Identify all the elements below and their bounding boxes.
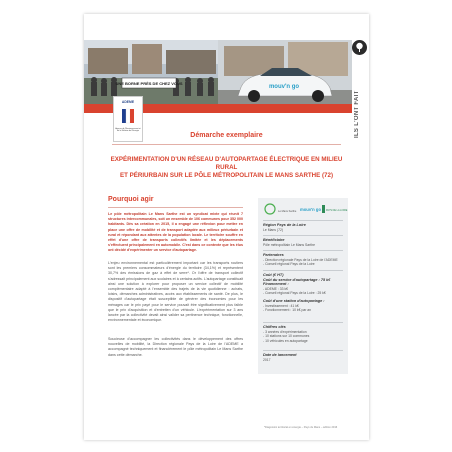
- financement-item: - ADEME : 33 k€: [263, 286, 289, 291]
- info-sidebar: [258, 198, 348, 374]
- date-value: 2017: [263, 357, 271, 362]
- sidebar-divider: [263, 322, 343, 323]
- region-block: [263, 223, 343, 232]
- document-title-line-1: EXPÉRIMENTATION D'UN RÉSEAU D'AUTOPARTAGE ÉLECTRIQUE EN MILIEU RURAL: [110, 156, 343, 171]
- sidebar-divider: [263, 250, 343, 251]
- ademe-logo-label: ADEME: [121, 100, 135, 104]
- pourquoi-heading: Pourquoi agir: [108, 196, 154, 203]
- partenaires-heading: Partenaires: [263, 253, 284, 257]
- header-photo-collage: [84, 40, 352, 104]
- financement-heading: Financement :: [263, 282, 289, 287]
- tab-label: ILS L'ONT FAIT: [354, 90, 360, 138]
- chiffre-item: - 10 stations sur 10 communes: [263, 334, 310, 339]
- sidebar-divider: [263, 220, 343, 221]
- chiffre-item: - 3 années d'expérimentation: [263, 329, 307, 334]
- sidebar-divider: [263, 350, 343, 351]
- cout-heading: Coût (€ HT): [263, 273, 284, 277]
- document-page: [84, 14, 369, 440]
- station-cost-item: - Fonctionnement : 10 k€ par an: [263, 308, 312, 313]
- ademe-logo-subtitle: Agence de l'Environnement et de la Maîtrise de l'Energie: [115, 128, 141, 133]
- logo-mouvngo: mouv'n go: [300, 207, 322, 212]
- protest-sign-text: UNE BORNE PRÈS DE CHEZ VOUS: [115, 81, 183, 86]
- partner-item: - Direction régionale Pays de la Loire de l'ADEME: [263, 257, 338, 262]
- partenaires-block: [263, 253, 343, 267]
- paragraph-intro-text: Le pôle métropolitain Le Mans Sarthe est un syndicat mixte qui réunit 7 structures intercommunales, soit un ensemble de 106 communes pour 352 000 habitants. Dès sa création en 2015, il a engagé une réflexion pour mettre en place une offre de mobilité et de transport adaptée aux milieux périurbain et rural et répondant aux attentes de la population locale. Le territoire souffre en effet d'une offre de transports collectifs limitée et les déplacements s'effectuent principalement en automobile. C'est dans ce contexte que les élus ont décidé d'expérimenter un service d'autopartage.: [108, 212, 243, 253]
- car-brand-text: mouv'n go: [268, 84, 300, 90]
- tree-icon: [352, 40, 367, 55]
- section-label: Démarche exemplaire: [190, 132, 263, 139]
- chiffres-block: [263, 325, 343, 343]
- divider: [112, 144, 341, 145]
- beneficiaire-value: Pôle métropolitain Le Mans Sarthe: [263, 242, 316, 247]
- heading-underline: [108, 207, 243, 208]
- beneficiaire-heading: Bénéficiaire: [263, 238, 285, 242]
- date-block: [263, 353, 343, 362]
- date-heading: Date de lancement: [263, 353, 297, 357]
- sidebar-divider: [263, 235, 343, 236]
- header-photos: [84, 40, 352, 104]
- partner-logos: [262, 202, 348, 216]
- chiffre-item: - 10 véhicules en autopartage: [263, 338, 308, 343]
- beneficiaire-block: [263, 238, 343, 247]
- document-title: [106, 156, 347, 180]
- cout-block: [263, 273, 343, 313]
- paragraph-ademe: Soucieuse d'accompagner les collectivités dans le développement des offres nouvelles de mobilité, la Direction régionale Pays de la Loire de l'ADEME a accompagné techniquement et financièrement le pôle métropolitain Le Mans Sarthe dans cette démarche.: [108, 337, 243, 357]
- station-cost-item: - Investissement : 41 k€: [263, 303, 299, 308]
- region-heading: Région Pays de la Loire: [263, 223, 306, 227]
- chiffres-heading: Chiffres clés: [263, 325, 286, 329]
- partner-item: - Conseil régional Pays de la Loire: [263, 262, 315, 267]
- logo-le-mans: Le Mans Sarthe: [278, 210, 297, 213]
- paragraph-enjeu: L'enjeu environnemental est particulièrement important car les transports routiers sont les premiers consommateurs d'énergie du territoire (34,1%) et représentent 30,7% des émissions de gaz à effet de serre*. Or l'offre de transport collectif s'adressait principalement aux scolaires et à certains actifs. L'autopartage constituait ainsi une solution à explorer pour proposer un service collectif de mobilité complémentaire adapté à l'ensemble des trajets de la vie quotidienne : achats, loisirs, démarches administratives, accès aux établissements de santé. De plus, le dispositif d'autopartage était susceptible de générer des économies pour les ménages car le prix payé pour le service pouvait être significativement plus faible que le prix d'acquisition et d'entretien d'un véhicule. L'expérimentation sur 3 ans lancée par la collectivité devait ainsi valider sa pertinence technique, fonctionnelle, environnementale et économique.: [108, 261, 243, 323]
- region-logo-icon: [322, 205, 325, 213]
- region-value: Le Mans (72): [263, 227, 283, 232]
- logo-region: PAYS DE LA LOIRE: [326, 209, 348, 212]
- paragraph-intro: [108, 212, 243, 254]
- station-cost-heading: Coût d'une station d'autopartage :: [263, 298, 325, 303]
- marianne-icon: [114, 107, 142, 127]
- financement-item: - Conseil régional Pays de la Loire : 25 k€: [263, 291, 326, 296]
- footnote: *Diagnostic territorial en énergie – Pays du Mans – édition 2016: [264, 426, 338, 429]
- cout-service: Coût du service d'autopartage : 75 k€: [263, 277, 331, 282]
- document-title-line-2: ET PÉRIURBAIN SUR LE PÔLE MÉTROPOLITAIN LE MANS SARTHE (72): [119, 172, 334, 179]
- le-mans-logo-icon: [265, 204, 275, 214]
- sidebar-divider: [263, 270, 343, 271]
